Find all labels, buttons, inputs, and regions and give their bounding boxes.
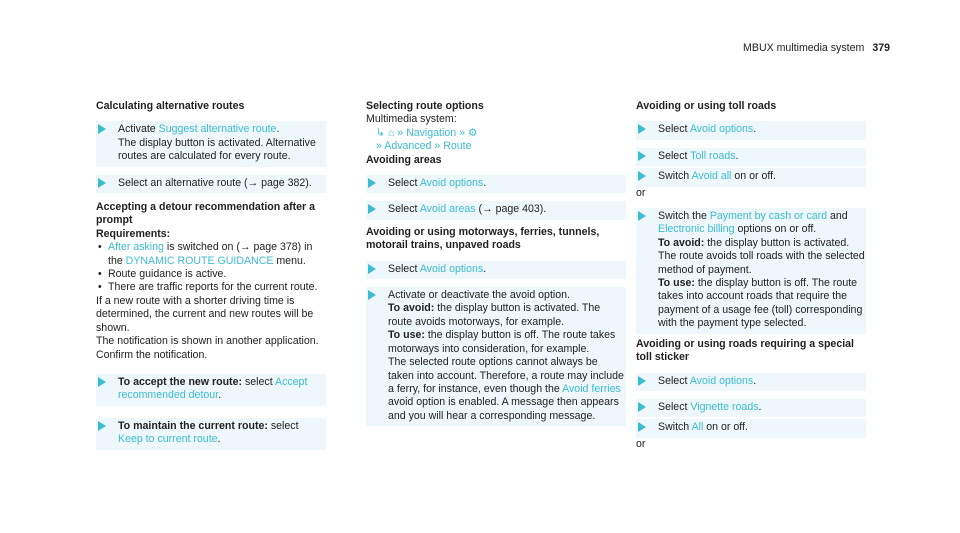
menu-item-link[interactable]: Avoid ferries — [562, 382, 621, 395]
return-arrow-icon: ↳ — [376, 126, 385, 139]
step — [366, 287, 626, 426]
step-text: select — [267, 419, 299, 432]
step-arrow-icon — [638, 151, 646, 161]
step — [366, 201, 626, 219]
section-title: Avoiding areas — [366, 153, 442, 166]
step-arrow-icon — [368, 290, 376, 300]
step-text: Switch — [658, 170, 692, 183]
section-title: Selecting route options — [366, 100, 484, 112]
step-text: Activate — [118, 123, 159, 136]
or-separator: or — [636, 437, 646, 450]
menu-item-link[interactable]: Avoid options — [419, 177, 484, 190]
step — [636, 399, 866, 417]
menu-item-link[interactable]: Avoid all — [691, 170, 732, 183]
step-note: the display button is off. The route takes into account roads that require the payment of a usage fee (toll) corresponding with the payment type selected. — [658, 277, 863, 330]
menu-item-link[interactable]: Avoid options — [689, 374, 754, 387]
list-item: • Route guidance is active. — [96, 268, 326, 281]
step-arrow-icon — [638, 402, 646, 412]
step-arrow-icon — [98, 377, 106, 387]
list-item: • There are traffic reports for the current route. — [96, 281, 326, 294]
menu-item-link[interactable]: Vignette roads — [690, 400, 759, 413]
paragraph: The notification is shown in another application. Confirm the notification. — [96, 335, 319, 361]
step-bold: To use: — [658, 277, 695, 290]
step-arrow-icon — [638, 376, 646, 386]
step-arrow-icon — [638, 171, 646, 181]
step-bold: To avoid: — [658, 236, 705, 249]
step — [636, 419, 866, 437]
step — [636, 373, 866, 391]
step — [636, 121, 866, 139]
step-arrow-icon — [638, 422, 646, 432]
step-text: and — [827, 210, 848, 223]
step-note: the display button is activated. The route avoids motorways, for example. — [388, 302, 601, 328]
step — [636, 148, 866, 166]
list-item — [96, 241, 326, 268]
step — [96, 175, 326, 193]
menu-item-route[interactable]: Route — [443, 140, 472, 153]
step-text: . — [217, 433, 221, 446]
list-text: is switched on (→ page 378) in the — [108, 241, 313, 267]
step-text: . — [753, 374, 757, 387]
step — [636, 208, 866, 334]
step-text: Switch — [658, 421, 692, 434]
chevron-right-icon: » — [434, 140, 441, 153]
step-text: . — [753, 123, 757, 136]
step-text: . — [276, 123, 280, 136]
menu-item-link[interactable]: All — [691, 421, 704, 434]
or-separator: or — [636, 186, 646, 199]
step-text: on or off. — [703, 421, 748, 434]
step-text: . — [758, 400, 762, 413]
page-number: 379 — [872, 42, 890, 54]
step — [366, 175, 626, 193]
step-text: Select — [658, 400, 691, 413]
step-bold: To accept the new route: — [118, 375, 243, 388]
step-arrow-icon — [368, 264, 376, 274]
menu-item-link[interactable]: Accept recommended detour — [118, 375, 308, 402]
chevron-right-icon: » — [397, 126, 404, 139]
step-arrow-icon — [98, 178, 106, 188]
list-text: menu. — [273, 254, 306, 267]
step-arrow-icon — [368, 178, 376, 188]
step — [366, 261, 626, 279]
menu-item-link[interactable]: Payment by cash or card — [709, 210, 828, 223]
step-note: avoid option is enabled. A message then appears and you will hear a corresponding message. — [388, 396, 619, 422]
step-arrow-icon — [638, 211, 646, 221]
step-text: . — [483, 262, 487, 275]
menu-item-link[interactable]: DYNAMIC ROUTE GUIDANCE — [125, 254, 274, 267]
step-arrow-icon — [368, 204, 376, 214]
requirements-list — [96, 241, 326, 295]
step-text: select — [242, 375, 275, 388]
section-title: Avoiding or using roads requiring a special toll sticker — [636, 337, 854, 364]
menu-item-navigation[interactable]: Navigation — [406, 126, 457, 139]
step-text: Select — [658, 374, 690, 387]
chevron-right-icon: » — [376, 140, 382, 153]
step-bold: To use: — [388, 329, 425, 342]
section-title: Avoiding or using motorways, ferries, tunnels, motorail trains, unpaved roads — [366, 225, 600, 252]
menu-item-link[interactable]: Avoid options — [689, 123, 754, 136]
column-1 — [96, 100, 326, 450]
step-note: The selected route options cannot always be taken into account. Therefore, a route may include a ferry, for instance, even though the — [388, 356, 624, 395]
header-title: MBUX multimedia system — [743, 42, 865, 54]
page-header — [743, 42, 890, 55]
section-subtitle: Multimedia system: — [366, 113, 457, 126]
step-arrow-icon — [98, 124, 106, 134]
column-2 — [366, 100, 626, 426]
requirements-label: Requirements: — [96, 227, 171, 240]
step-note: the display button is off. The route takes motorways into consideration, for example. — [388, 329, 616, 355]
step-arrow-icon — [98, 421, 106, 431]
menu-item-link[interactable]: Suggest alternative route — [158, 123, 277, 136]
menu-path — [366, 127, 626, 154]
menu-item-advanced[interactable]: Advanced — [384, 140, 432, 153]
chevron-right-icon: » — [459, 126, 465, 139]
menu-item-link[interactable]: After asking — [108, 241, 164, 254]
step-text: on or off. — [731, 170, 776, 183]
paragraph: If a new route with a shorter driving time is determined, the current and new routes will be shown. — [96, 294, 314, 334]
home-icon[interactable]: ⌂ — [387, 126, 395, 139]
step-bold: To maintain the current route: — [118, 419, 268, 432]
menu-item-link[interactable]: Avoid options — [419, 262, 484, 275]
menu-item-link[interactable]: Toll roads — [690, 149, 736, 162]
section-title: Accepting a detour recommendation after a prompt — [96, 201, 315, 227]
menu-item-link[interactable]: Avoid areas — [419, 203, 476, 216]
step-note: the display button is activated. The route avoids toll roads with the selected method of payment. — [658, 236, 865, 276]
menu-item-link[interactable]: Electronic billing — [658, 223, 735, 236]
column-3 — [636, 100, 866, 451]
step-text: Select — [388, 203, 420, 216]
step-bold: To avoid: — [388, 302, 435, 315]
step-text: Select — [658, 149, 691, 162]
step — [96, 121, 326, 166]
step-text: . — [735, 149, 739, 162]
step-text: . — [218, 389, 222, 402]
step-text: options on or off. — [734, 223, 817, 236]
step-text: Select — [658, 123, 690, 136]
gear-icon[interactable]: ⚙ — [467, 126, 478, 139]
section-title: Avoiding or using toll roads — [636, 100, 777, 112]
step — [96, 418, 326, 450]
step-text: Switch the — [658, 210, 710, 223]
menu-item-link[interactable]: Keep to current route — [118, 433, 218, 446]
step-text: Activate or deactivate the avoid option. — [388, 289, 570, 302]
step-text: Select — [388, 262, 420, 275]
step-text: . — [483, 177, 487, 190]
step-text: Select — [388, 177, 420, 190]
step-text: (→ page 403). — [475, 203, 547, 216]
step — [96, 374, 326, 406]
step-arrow-icon — [638, 124, 646, 134]
step — [636, 168, 866, 186]
step-note: The display button is activated. Alternative routes are calculated for every route. — [118, 136, 316, 163]
step-text: Select an alternative route (→ page 382). — [118, 176, 312, 189]
section-title: Calculating alternative routes — [96, 100, 245, 112]
